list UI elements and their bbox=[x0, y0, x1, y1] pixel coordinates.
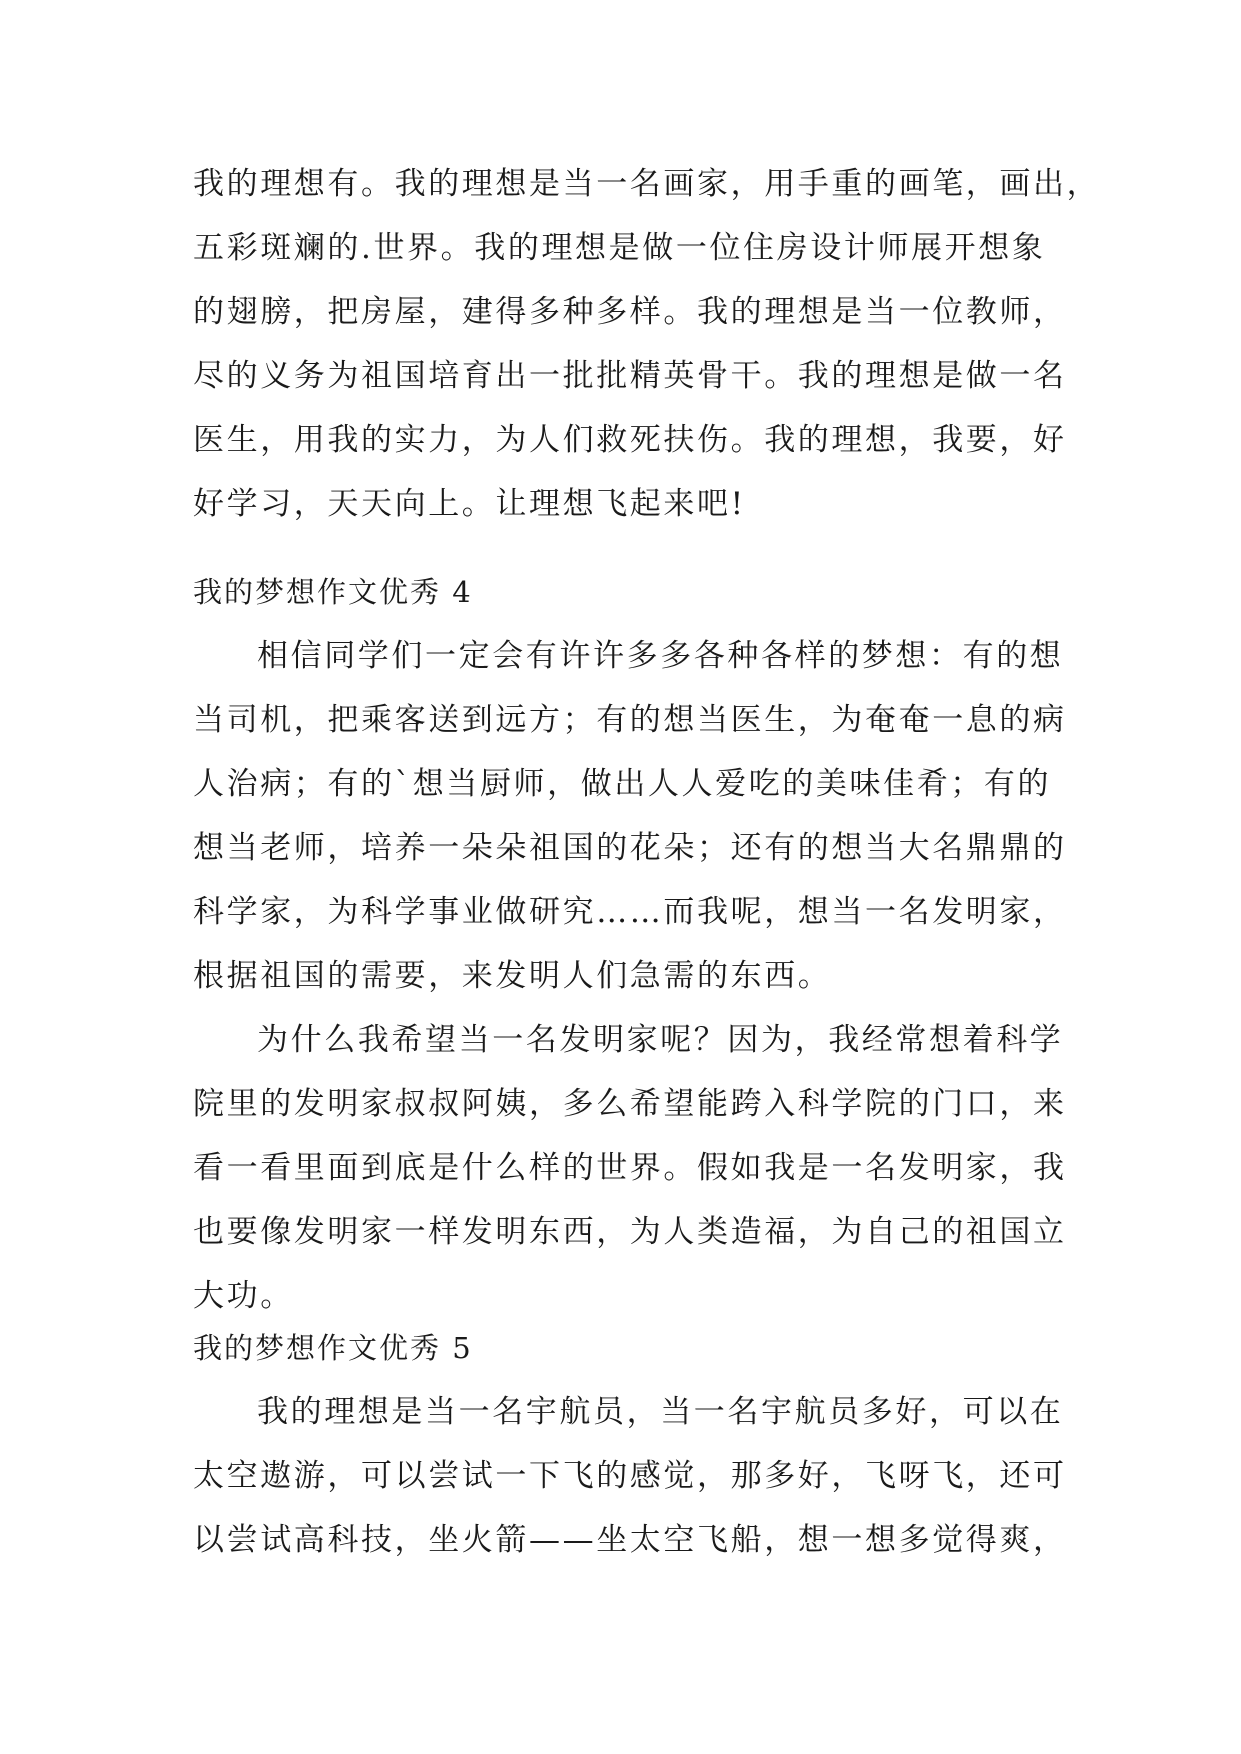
paragraph-line: 为什么我希望当一名发明家呢？因为，我经常想着科学 bbox=[257, 1022, 1064, 1058]
paragraph-line: 我的理想有。我的理想是当一名画家，用手重的画笔，画出， bbox=[193, 166, 1101, 202]
paragraph-line: 人治病；有的`想当厨师，做出人人爱吃的美味佳肴；有的 bbox=[193, 766, 1052, 802]
paragraph-line: 太空遨游，可以尝试一下飞的感觉，那多好，飞呀飞，还可 bbox=[193, 1458, 1067, 1494]
paragraph-line: 尽的义务为祖国培育出一批批精英骨干。我的理想是做一名 bbox=[193, 358, 1067, 394]
paragraph-line: 根据祖国的需要，来发明人们急需的东西。 bbox=[193, 958, 832, 994]
paragraph-line: 以尝试高科技，坐火箭——坐太空飞船，想一想多觉得爽， bbox=[193, 1522, 1067, 1558]
paragraph-line: 相信同学们一定会有许许多多各种各样的梦想：有的想 bbox=[257, 638, 1064, 674]
paragraph-line: 的翅膀，把房屋，建得多种多样。我的理想是当一位教师， bbox=[193, 294, 1067, 330]
paragraph-line: 院里的发明家叔叔阿姨，多么希望能跨入科学院的门口，来 bbox=[193, 1086, 1067, 1122]
paragraph-line: 医生，用我的实力，为人们救死扶伤。我的理想，我要，好 bbox=[193, 422, 1067, 458]
paragraph-line: 大功。 bbox=[193, 1278, 294, 1314]
paragraph-line: 想当老师，培养一朵朵祖国的花朵；还有的想当大名鼎鼎的 bbox=[193, 830, 1067, 866]
paragraph-line: 看一看里面到底是什么样的世界。假如我是一名发明家，我 bbox=[193, 1150, 1067, 1186]
paragraph-line: 我的理想是当一名宇航员，当一名宇航员多好，可以在 bbox=[257, 1394, 1064, 1430]
section-5 bbox=[193, 1316, 1067, 1572]
section-4 bbox=[193, 560, 1067, 1328]
paragraph-line: 五彩斑斓的.世界。我的理想是做一位住房设计师展开想象 bbox=[193, 230, 1046, 266]
section-heading: 我的梦想作文优秀 4 bbox=[193, 575, 473, 609]
section-heading: 我的梦想作文优秀 5 bbox=[193, 1331, 473, 1365]
paragraph-line: 科学家，为科学事业做研究……而我呢，想当一名发明家， bbox=[193, 894, 1067, 930]
paragraph-line: 也要像发明家一样发明东西，为人类造福，为自己的祖国立 bbox=[193, 1214, 1067, 1250]
paragraph-line: 好学习，天天向上。让理想飞起来吧! bbox=[193, 486, 746, 522]
paragraph-line: 当司机，把乘客送到远方；有的想当医生，为奄奄一息的病 bbox=[193, 702, 1067, 738]
top-paragraph bbox=[193, 152, 1101, 536]
